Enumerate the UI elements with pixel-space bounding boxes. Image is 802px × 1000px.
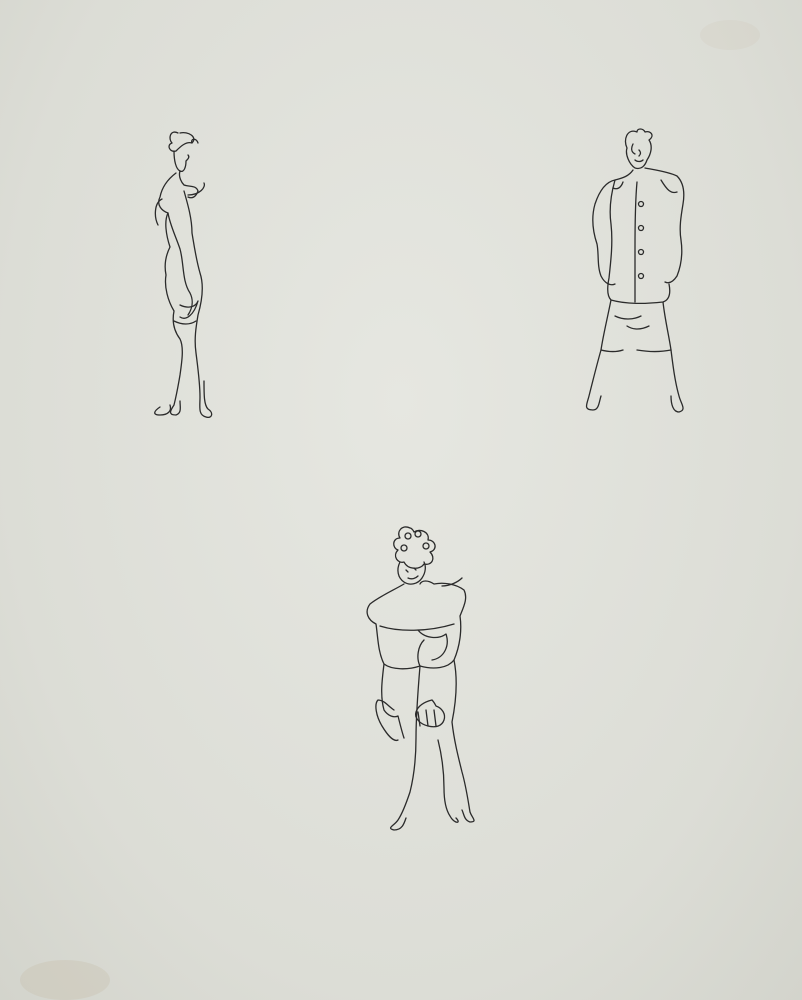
paper-stain [700, 20, 760, 50]
woman-coat-illustration [575, 120, 700, 420]
woman-bag-illustration [358, 520, 493, 840]
paper-stain [20, 960, 110, 1000]
woman-profile-illustration [140, 125, 230, 430]
